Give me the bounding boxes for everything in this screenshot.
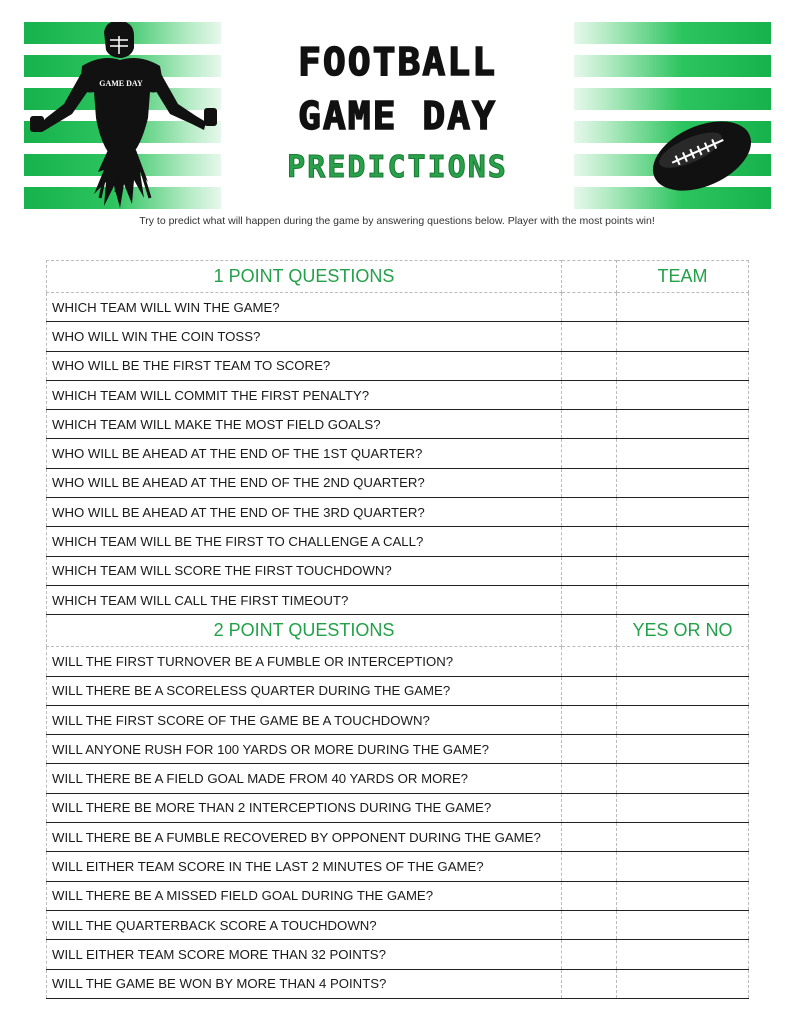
spacer-cell — [562, 940, 617, 969]
question-row — [47, 940, 749, 969]
two-point-answer-heading: YES OR NO — [617, 615, 749, 647]
question-row — [47, 322, 749, 351]
football-player-icon — [24, 22, 221, 210]
answer-cell[interactable] — [617, 468, 749, 497]
answer-cell[interactable] — [617, 527, 749, 556]
two-point-header-row — [47, 615, 749, 647]
instructions-text: Try to predict what will happen during the game by answering questions below. Player with the most points win! — [139, 215, 655, 227]
question-text: WHO WILL BE THE FIRST TEAM TO SCORE? — [47, 351, 562, 380]
question-text: WILL THERE BE A FUMBLE RECOVERED BY OPPONENT DURING THE GAME? — [47, 823, 562, 852]
question-row — [47, 380, 749, 409]
question-row — [47, 764, 749, 793]
spacer-cell — [562, 439, 617, 468]
question-row — [47, 735, 749, 764]
answer-cell[interactable] — [617, 380, 749, 409]
question-row — [47, 823, 749, 852]
answer-cell[interactable] — [617, 735, 749, 764]
answer-cell[interactable] — [617, 647, 749, 676]
answer-cell[interactable] — [617, 823, 749, 852]
question-text: WHICH TEAM WILL CALL THE FIRST TIMEOUT? — [47, 585, 562, 614]
spacer-cell — [562, 498, 617, 527]
spacer-cell — [562, 647, 617, 676]
answer-cell[interactable] — [617, 556, 749, 585]
answer-cell[interactable] — [617, 940, 749, 969]
spacer-cell — [562, 764, 617, 793]
one-point-answer-heading: TEAM — [617, 261, 749, 293]
question-text: WHICH TEAM WILL COMMIT THE FIRST PENALTY? — [47, 380, 562, 409]
question-text: WILL THE GAME BE WON BY MORE THAN 4 POINTS? — [47, 969, 562, 998]
answer-cell[interactable] — [617, 410, 749, 439]
answer-cell[interactable] — [617, 322, 749, 351]
question-row — [47, 705, 749, 734]
spacer-cell — [562, 527, 617, 556]
spacer-cell — [562, 380, 617, 409]
answer-cell[interactable] — [617, 676, 749, 705]
answer-cell[interactable] — [617, 585, 749, 614]
question-row — [47, 793, 749, 822]
jersey-text: GAME DAY — [99, 79, 143, 88]
question-row — [47, 293, 749, 322]
answer-cell[interactable] — [617, 969, 749, 998]
football-icon — [574, 22, 771, 210]
title-football: FOOTBALL — [297, 40, 498, 84]
question-text: WHO WILL BE AHEAD AT THE END OF THE 3RD QUARTER? — [47, 498, 562, 527]
question-row — [47, 439, 749, 468]
spacer-cell — [562, 322, 617, 351]
question-row — [47, 527, 749, 556]
answer-cell[interactable] — [617, 705, 749, 734]
predictions-table — [46, 260, 749, 999]
question-row — [47, 647, 749, 676]
answer-cell[interactable] — [617, 293, 749, 322]
question-row — [47, 585, 749, 614]
right-banner — [574, 22, 771, 210]
one-point-header-row — [47, 261, 749, 293]
one-point-heading: 1 POINT QUESTIONS — [47, 261, 562, 293]
question-text: WILL EITHER TEAM SCORE MORE THAN 32 POINTS? — [47, 940, 562, 969]
spacer-cell — [562, 615, 617, 647]
question-row — [47, 410, 749, 439]
spacer-cell — [562, 410, 617, 439]
question-text: WILL EITHER TEAM SCORE IN THE LAST 2 MINUTES OF THE GAME? — [47, 852, 562, 881]
question-row — [47, 556, 749, 585]
spacer-cell — [562, 969, 617, 998]
spacer-cell — [562, 705, 617, 734]
question-row — [47, 910, 749, 939]
spacer-cell — [562, 351, 617, 380]
spacer-cell — [562, 823, 617, 852]
two-point-heading: 2 POINT QUESTIONS — [47, 615, 562, 647]
question-row — [47, 351, 749, 380]
spacer-cell — [562, 881, 617, 910]
question-row — [47, 969, 749, 998]
question-row — [47, 881, 749, 910]
spacer-cell — [562, 293, 617, 322]
answer-cell[interactable] — [617, 793, 749, 822]
title-predictions: PREDICTIONS — [287, 150, 508, 185]
title-game-day: GAME DAY — [297, 94, 498, 138]
answer-cell[interactable] — [617, 852, 749, 881]
question-text: WILL THERE BE MORE THAN 2 INTERCEPTIONS DURING THE GAME? — [47, 793, 562, 822]
answer-cell[interactable] — [617, 910, 749, 939]
spacer-cell — [562, 676, 617, 705]
question-row — [47, 468, 749, 497]
question-text: WILL THERE BE A FIELD GOAL MADE FROM 40 YARDS OR MORE? — [47, 764, 562, 793]
answer-cell[interactable] — [617, 764, 749, 793]
spacer-cell — [562, 585, 617, 614]
spacer-cell — [562, 261, 617, 293]
title-block — [230, 40, 565, 190]
question-text: WHICH TEAM WILL SCORE THE FIRST TOUCHDOWN? — [47, 556, 562, 585]
question-text: WILL THERE BE A SCORELESS QUARTER DURING THE GAME? — [47, 676, 562, 705]
left-banner — [24, 22, 221, 210]
question-text: WHO WILL BE AHEAD AT THE END OF THE 1ST QUARTER? — [47, 439, 562, 468]
spacer-cell — [562, 556, 617, 585]
question-text: WILL ANYONE RUSH FOR 100 YARDS OR MORE DURING THE GAME? — [47, 735, 562, 764]
answer-cell[interactable] — [617, 439, 749, 468]
spacer-cell — [562, 468, 617, 497]
spacer-cell — [562, 852, 617, 881]
answer-cell[interactable] — [617, 881, 749, 910]
question-row — [47, 676, 749, 705]
question-text: WILL THE FIRST TURNOVER BE A FUMBLE OR INTERCEPTION? — [47, 647, 562, 676]
spacer-cell — [562, 793, 617, 822]
question-row — [47, 852, 749, 881]
question-text: WILL THERE BE A MISSED FIELD GOAL DURING THE GAME? — [47, 881, 562, 910]
answer-cell[interactable] — [617, 351, 749, 380]
answer-cell[interactable] — [617, 498, 749, 527]
question-text: WILL THE QUARTERBACK SCORE A TOUCHDOWN? — [47, 910, 562, 939]
question-text: WHO WILL WIN THE COIN TOSS? — [47, 322, 562, 351]
question-text: WHICH TEAM WILL WIN THE GAME? — [47, 293, 562, 322]
question-text: WHICH TEAM WILL BE THE FIRST TO CHALLENGE A CALL? — [47, 527, 562, 556]
question-text: WHICH TEAM WILL MAKE THE MOST FIELD GOALS? — [47, 410, 562, 439]
spacer-cell — [562, 735, 617, 764]
question-text: WILL THE FIRST SCORE OF THE GAME BE A TOUCHDOWN? — [47, 705, 562, 734]
question-row — [47, 498, 749, 527]
spacer-cell — [562, 910, 617, 939]
question-text: WHO WILL BE AHEAD AT THE END OF THE 2ND QUARTER? — [47, 468, 562, 497]
